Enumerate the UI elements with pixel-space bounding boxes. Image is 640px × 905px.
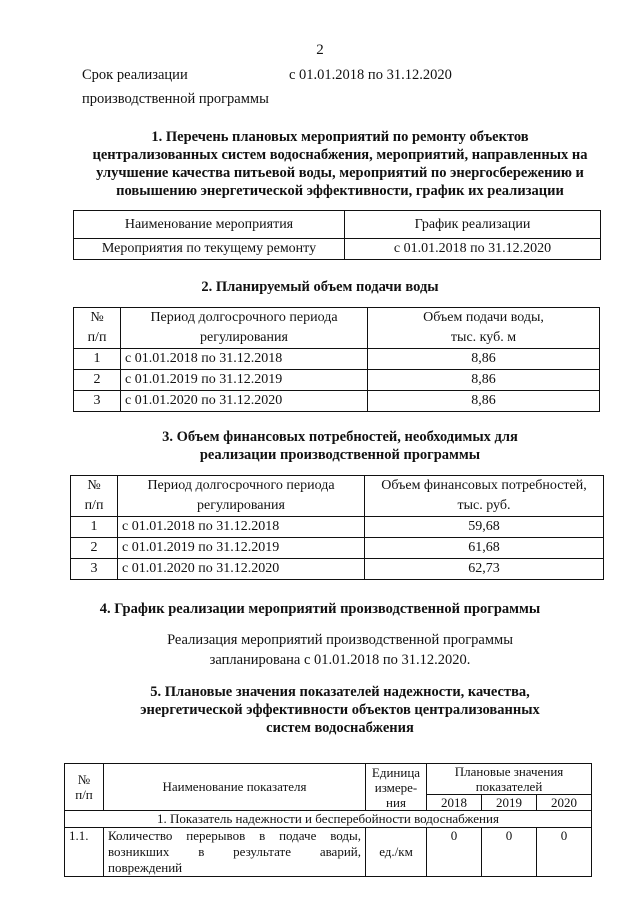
- row-value: 8,86: [368, 391, 600, 412]
- header-text: п/п: [75, 787, 93, 802]
- section5-title: [50, 683, 630, 737]
- page-number: 2: [316, 42, 324, 58]
- section5-table: [64, 763, 592, 877]
- row-name-line: возникших в результате аварий, повреждений: [108, 844, 361, 875]
- row-number: 1.1.: [65, 828, 104, 877]
- header-text: Объем финансовых потребностей,: [381, 478, 587, 493]
- section1-title-line: улучшение качества питьевой воды, мероприятий по энергосбережению и: [96, 165, 584, 181]
- row-name-line: Количество перерывов в подаче воды,: [108, 828, 361, 843]
- table5-header-plan: [427, 764, 592, 795]
- row-period: с 01.01.2019 по 31.12.2019: [121, 370, 368, 391]
- header-text: №: [77, 772, 91, 787]
- table3-header-period: [118, 476, 365, 517]
- section4-text-line: Реализация мероприятий производственной программы: [167, 632, 513, 648]
- table3-header-no: [71, 476, 118, 517]
- row-period: с 01.01.2020 по 31.12.2020: [118, 559, 365, 580]
- row-value: 8,86: [368, 349, 600, 370]
- header-text: №: [87, 478, 101, 493]
- header-text: тыс. куб. м: [450, 330, 517, 345]
- header-text: показателей: [475, 779, 543, 794]
- row-number: 3: [71, 559, 118, 580]
- section5-title-line: энергетической эффективности объектов централизованных: [140, 702, 540, 718]
- table-row: [74, 370, 600, 391]
- header-text: Плановые значения: [454, 764, 564, 779]
- header-text: регулирования: [200, 330, 288, 345]
- table5-year: 2019: [481, 795, 536, 811]
- row-value: 62,73: [365, 559, 604, 580]
- row-name: [104, 828, 366, 877]
- row-period: с 01.01.2018 по 31.12.2018: [118, 517, 365, 538]
- header-text: Период долгосрочного периода: [150, 310, 338, 325]
- header-text: Единица: [371, 764, 421, 780]
- header-text: п/п: [84, 498, 104, 513]
- row-value: 8,86: [368, 370, 600, 391]
- header-text: п/п: [87, 330, 107, 345]
- section3-title: [50, 428, 630, 464]
- section3-title-line: 3. Объем финансовых потребностей, необходимых для: [162, 429, 518, 445]
- row-number: 2: [74, 370, 121, 391]
- table1-header-name: Наименование мероприятия: [74, 211, 345, 239]
- section2-table: [73, 307, 600, 412]
- section5-title-line: систем водоснабжения: [266, 720, 414, 736]
- header-text: №: [90, 310, 104, 325]
- section4-text: [60, 630, 620, 670]
- header-value: с 01.01.2018 по 31.12.2020: [289, 67, 452, 83]
- row-value-2019: 0: [481, 828, 536, 877]
- row-number: 1: [74, 349, 121, 370]
- section1-title: [50, 128, 630, 200]
- row-value-2018: 0: [427, 828, 482, 877]
- table5-header-no: [65, 764, 104, 811]
- section1-title-line: 1. Перечень плановых мероприятий по ремонту объектов: [151, 129, 529, 145]
- row-value: 59,68: [365, 517, 604, 538]
- section1-title-line: централизованных систем водоснабжения, мероприятий, направленных на: [92, 147, 588, 163]
- section3-title-line: реализации производственной программы: [199, 447, 481, 463]
- section3-table: [70, 475, 604, 580]
- row-period: с 01.01.2019 по 31.12.2019: [118, 538, 365, 559]
- section4-text-line: запланирована с 01.01.2018 по 31.12.2020.: [209, 652, 471, 668]
- section5-title-line: 5. Плановые значения показателей надежности, качества,: [150, 684, 530, 700]
- row-period: с 01.01.2018 по 31.12.2018: [121, 349, 368, 370]
- table-row: [71, 538, 604, 559]
- row-number: 1: [71, 517, 118, 538]
- section2-title: 2. Планируемый объем подачи воды: [201, 279, 439, 295]
- row-period: с 01.01.2020 по 31.12.2020: [121, 391, 368, 412]
- row-value: 61,68: [365, 538, 604, 559]
- table2-header-period: [121, 308, 368, 349]
- header-label-line2: производственной программы: [82, 91, 269, 107]
- header-text: измере-: [374, 779, 418, 795]
- table2-header-value: [368, 308, 600, 349]
- table1-row-schedule: с 01.01.2018 по 31.12.2020: [345, 239, 601, 260]
- row-number: 2: [71, 538, 118, 559]
- table-row: [74, 391, 600, 412]
- section4-title: 4. График реализации мероприятий производственной программы: [99, 601, 541, 617]
- header-text: тыс. руб.: [457, 498, 511, 513]
- header-label-line1: Срок реализации: [82, 67, 188, 83]
- header-text: Период долгосрочного периода: [147, 478, 335, 493]
- table-row: [71, 559, 604, 580]
- header-text: ния: [386, 794, 406, 810]
- section1-title-line: повышению энергетической эффективности, график их реализации: [116, 183, 564, 199]
- row-value-2020: 0: [536, 828, 591, 877]
- table2-header-no: [74, 308, 121, 349]
- header-text: регулирования: [197, 498, 285, 513]
- table5-year: 2020: [536, 795, 591, 811]
- table1-row-name: Мероприятия по текущему ремонту: [74, 239, 345, 260]
- table5-header-unit: [366, 764, 427, 811]
- table3-header-value: [365, 476, 604, 517]
- table5-year: 2018: [427, 795, 482, 811]
- table5-group-title: 1. Показатель надежности и бесперебойности водоснабжения: [65, 811, 592, 828]
- row-number: 3: [74, 391, 121, 412]
- table-row: [65, 828, 592, 877]
- header-text: Объем подачи воды,: [423, 310, 544, 325]
- table-row: [71, 517, 604, 538]
- table-row: [74, 349, 600, 370]
- table5-header-name: Наименование показателя: [104, 764, 366, 811]
- section1-table: [73, 210, 601, 260]
- table1-header-schedule: График реализации: [345, 211, 601, 239]
- row-unit: ед./км: [366, 828, 427, 877]
